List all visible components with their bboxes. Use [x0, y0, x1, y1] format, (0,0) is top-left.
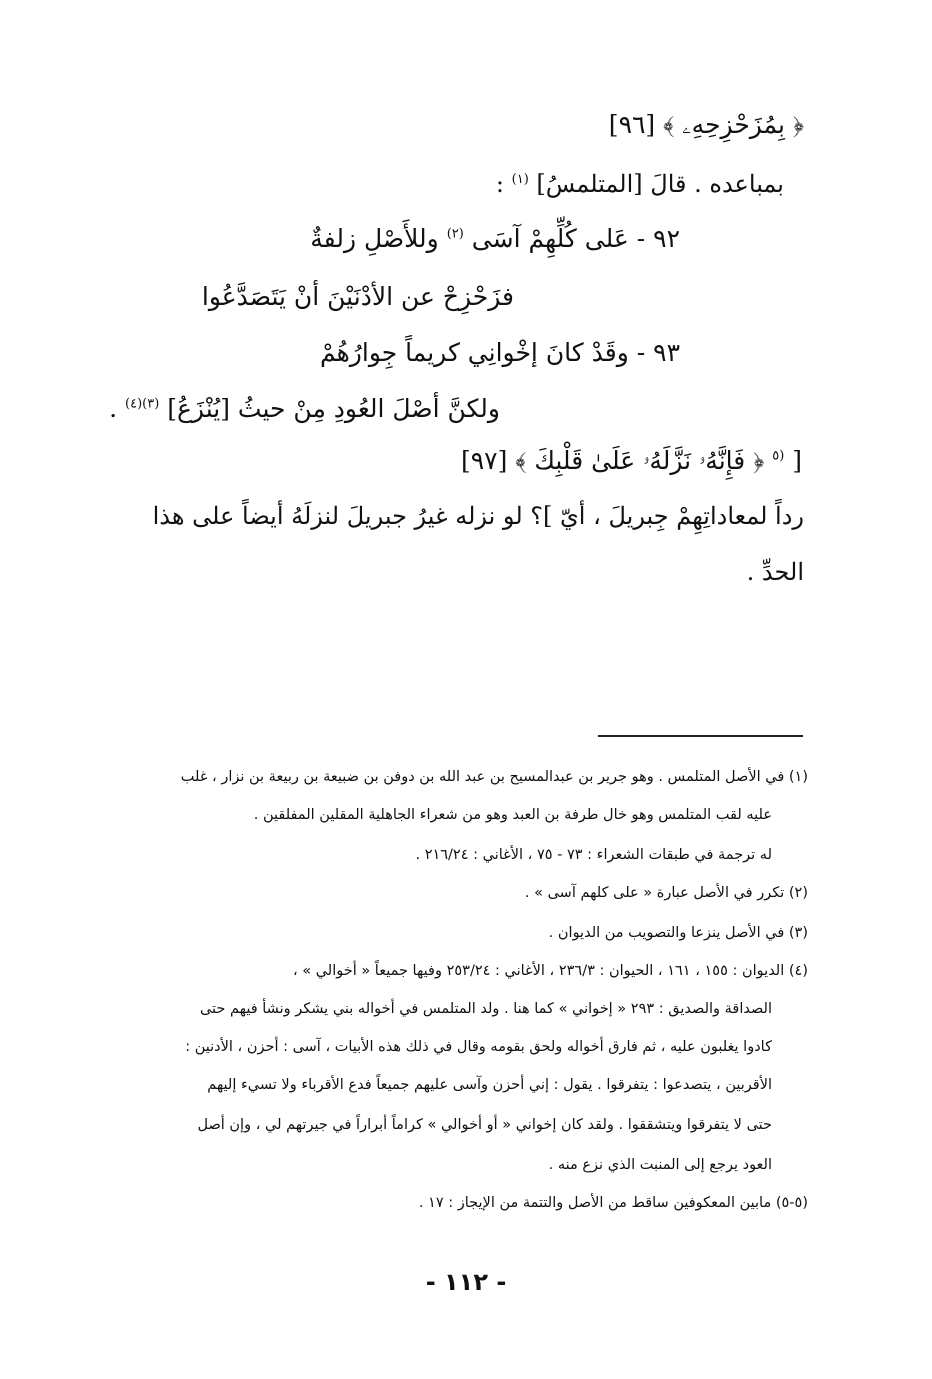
footnote-text: (٢) تكرر في الأصل عبارة « على كلهم آسى » . — [524, 885, 808, 901]
quran-verse-97 — [461, 448, 802, 473]
footnote-text: (١) في الأصل المتلمس . وهو جرير بن عبدالمسيح بن عبد الله بن دوفن بن ضبيعة بن ربيعة بن نزار ، غلب — [180, 769, 808, 785]
page-number: - ١١٢ - — [425, 1268, 507, 1296]
footnote-4-line-4 — [207, 1078, 772, 1093]
commentary-line-end — [747, 560, 804, 584]
poem-line-92-first — [310, 226, 680, 251]
verse-reference: [٩٧] — [460, 446, 508, 475]
footnote-5 — [419, 1196, 808, 1211]
intro-colon: : — [495, 170, 504, 198]
footnote-text: (٣) في الأصل ينزعا والتصويب من الديوان . — [548, 925, 808, 941]
footnote-text: كادوا يغلبون عليه ، ثم فارق أخواله ولحق بقومه وقال في ذلك هذه الأبيات ، آسى : أحزن ، الأدنين : — [185, 1039, 772, 1055]
commentary-line — [153, 504, 804, 528]
verse-text: فزَحْزِحْ عن الأدْنَيْنَ أنْ يَتَصَدَّعُوا — [201, 282, 514, 311]
footnote-1-line-2 — [254, 808, 772, 823]
poem-line-93-second — [109, 396, 500, 421]
footnote-4-line-5 — [197, 1118, 772, 1133]
footnote-text: الأقربين ، يتصدعوا : يتفرقوا . يقول : إني أحزن وآسى عليهم جميعاً فدع الأقرباء ولا تسيء إليهم — [207, 1077, 772, 1093]
quran-text: ﴿ فَإِنَّهُۥ نَزَّلَهُۥ عَلَىٰ قَلْبِكَ ﴾ — [515, 446, 765, 475]
verse-text: ٩٢ - عَلى كُلِّهِمْ آسَى — [471, 224, 680, 253]
footnote-text: له ترجمة في طبقات الشعراء : ٧٣ - ٧٥ ، الأغاني : ٢١٦/٢٤ . — [415, 847, 772, 863]
footnote-separator — [598, 735, 803, 737]
verse-reference: [٩٦] — [608, 110, 656, 139]
footnote-1-line-1 — [181, 770, 808, 785]
footnote-text: (٥-٥) مابين المعكوفين ساقط من الأصل والتتمة من الإيجاز : ١٧ . — [418, 1195, 808, 1211]
footnote-4-line-1 — [293, 964, 808, 979]
footnote-3 — [549, 926, 808, 941]
footnote-text: عليه لقب المتلمس وهو خال طرفة بن العبد وهو من شعراء الجاهلية المقلين المفلقين . — [253, 807, 772, 823]
quran-text: ﴿ بِمُزَحْزِحِهِۦ ﴾ — [663, 110, 804, 139]
intro-text: بمباعده . قالَ [المتلمسُ] — [536, 170, 784, 198]
commentary-text: رداً لمعاداتِهِمْ جِبريلَ ، أيّ ]؟ لو نزله غيرُ جبريلَ لنزلَهُ أيضاً على هذا — [152, 502, 804, 530]
verse-text: ولكنَّ أصْلَ العُودِ مِنْ حيثُ [يُنْزَعُ] — [167, 394, 500, 423]
footnote-4-line-3 — [185, 1040, 772, 1055]
bracket-open: [ — [792, 446, 802, 475]
footnote-text: (٤) الديوان : ١٥٥ ، ١٦١ ، الحيوان : ٢٣٦/٣ ، الأغاني : ٢٥٣/٢٤ وفيها جميعاً « أخوالي » ، — [292, 963, 808, 979]
footnote-marker-2: (٢) — [446, 226, 464, 242]
poet-intro-line — [496, 172, 784, 196]
footnote-1-line-3 — [415, 848, 772, 863]
footnote-2 — [525, 886, 808, 901]
footnote-marker-5: (٥ — [772, 448, 785, 464]
poem-line-92-second — [202, 284, 514, 309]
quran-verse-96 — [609, 112, 804, 137]
footnote-text: الصداقة والصديق : ٢٩٣ « إخواني » كما هنا . ولد المتلمس في أخواله بني يشكر ونشأ فيهم حتى — [199, 1001, 772, 1017]
commentary-text: الحدِّ . — [746, 558, 804, 586]
verse-end-dot: . — [109, 394, 118, 423]
verse-text-end: وللأَصْلِ زلفةٌ — [310, 224, 439, 253]
footnote-4-line-6 — [549, 1158, 772, 1173]
footnote-marker-3-4: (٣)(٤) — [125, 396, 160, 412]
verse-text: ٩٣ - وقَدْ كانَ إخْوانِي كريماً جِوارُهُمْ — [319, 338, 680, 367]
poem-line-93-first — [320, 340, 680, 365]
footnote-text: حتى لا يتفرقوا ويتشققوا . ولقد كان إخواني « أو أخوالي » كراماً أبراراً في جيرتهم لي ، وإن أصل — [197, 1117, 772, 1133]
footnote-4-line-2 — [200, 1002, 772, 1017]
footnote-text: العود يرجع إلى المنبت الذي نزع منه . — [548, 1157, 772, 1173]
footnote-marker-1: (١) — [511, 172, 529, 187]
